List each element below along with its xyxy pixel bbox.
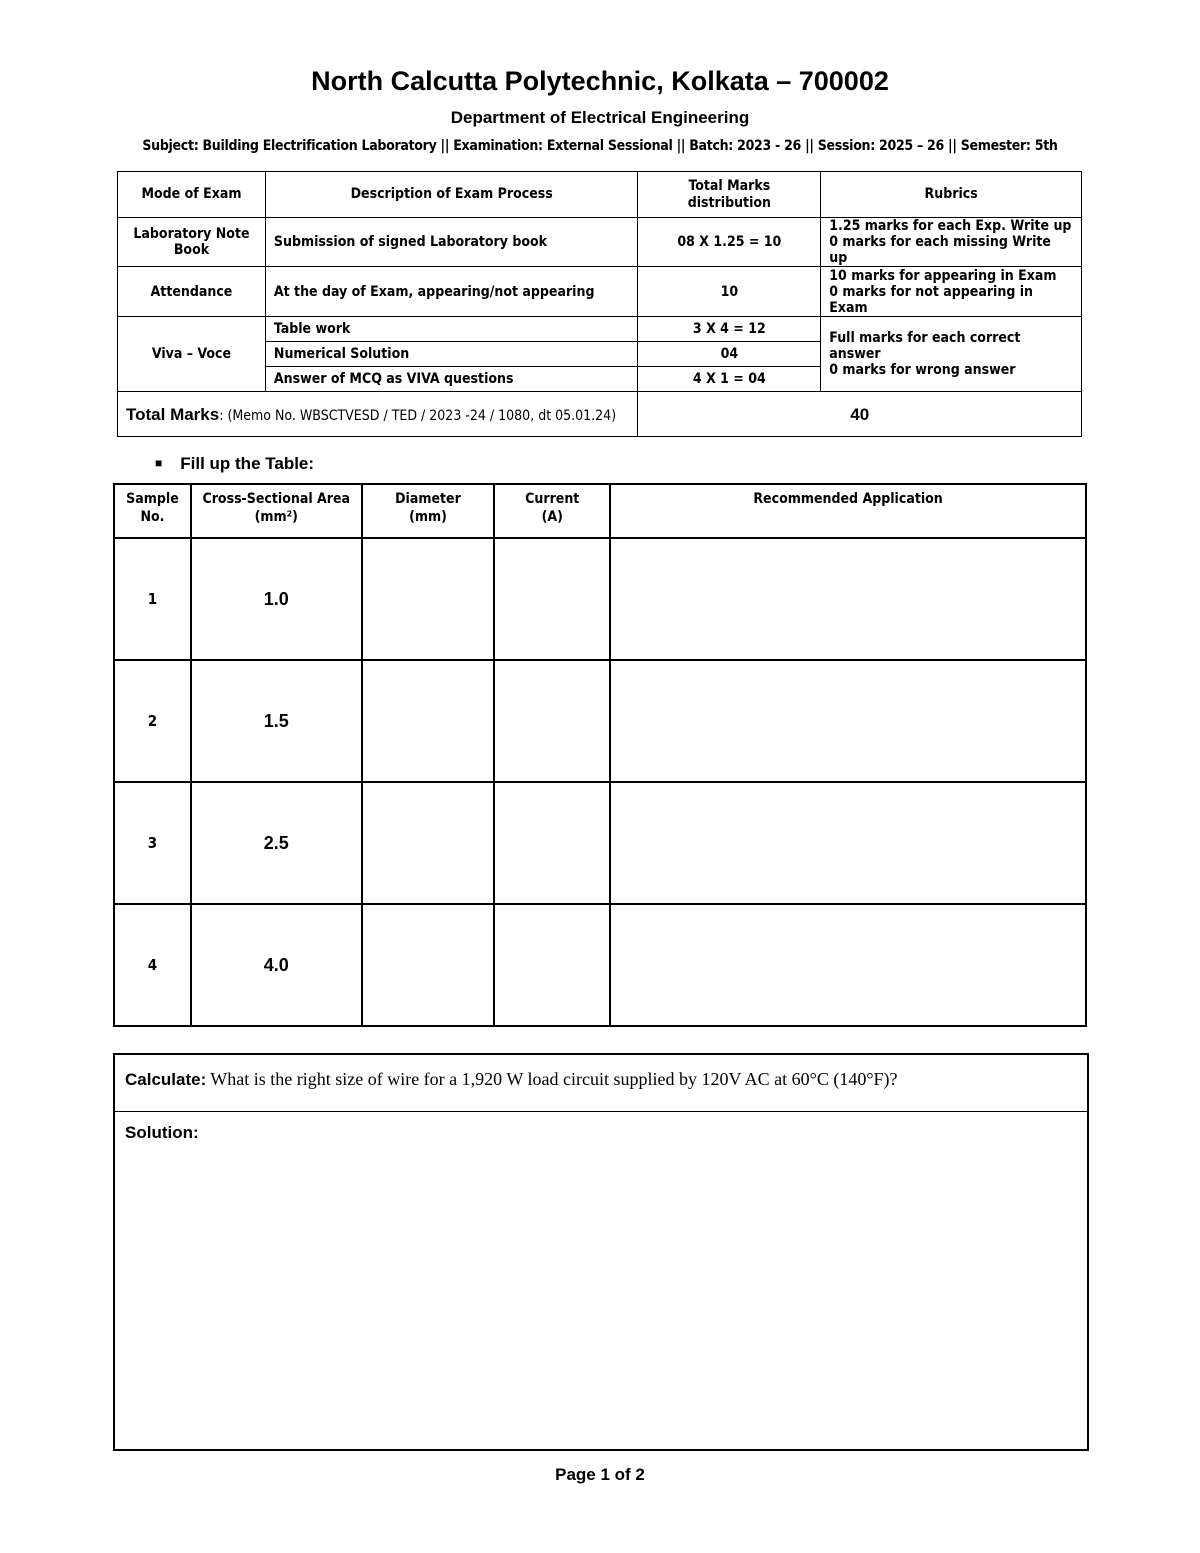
diameter-input-cell[interactable] — [362, 904, 495, 1026]
calculation-box — [113, 1053, 1089, 1451]
description-cell: At the day of Exam, appearing/not appearing — [265, 267, 638, 317]
sample-no-cell: 2 — [114, 660, 191, 782]
mode-cell: Viva – Voce — [118, 317, 266, 392]
marks-cell: 3 X 4 = 12 — [638, 317, 821, 342]
wire-size-table — [113, 483, 1087, 1027]
header-recommended-application: Recommended Application — [610, 484, 1086, 538]
header-label: No. — [140, 509, 165, 526]
mode-cell: Laboratory Note Book — [118, 218, 266, 267]
table-row — [114, 660, 1086, 782]
header-description: Description of Exam Process — [265, 172, 638, 218]
rubric-line: 0 marks for each missing Write up — [829, 234, 1051, 267]
header-label: (mm) — [409, 509, 447, 526]
description-cell: Answer of MCQ as VIVA questions — [265, 367, 638, 392]
solution-label: Solution: — [125, 1123, 199, 1142]
calculate-question: What is the right size of wire for a 1,920 W load circuit supplied by 120V AC at 60°C (140°F)? — [210, 1069, 898, 1089]
diameter-input-cell[interactable] — [362, 782, 495, 904]
table-row — [118, 218, 1082, 267]
marks-cell: 10 — [638, 267, 821, 317]
header-marks: Total Marks distribution — [638, 172, 821, 218]
header-label: (A) — [541, 509, 563, 526]
area-cell: 4.0 — [191, 904, 362, 1026]
sample-no-cell: 1 — [114, 538, 191, 660]
current-input-cell[interactable] — [494, 782, 610, 904]
rubric-line: Full marks for each correct answer — [829, 330, 1021, 363]
marks-cell: 08 X 1.25 = 10 — [638, 218, 821, 267]
table-row — [118, 267, 1082, 317]
bullet-icon: ■ — [155, 456, 163, 470]
rubric-cell — [821, 218, 1082, 267]
page-number: Page 1 of 2 — [555, 1465, 645, 1484]
application-input-cell[interactable] — [610, 904, 1086, 1026]
rubric-line: 1.25 marks for each Exp. Write up — [829, 218, 1072, 234]
table-row — [114, 538, 1086, 660]
calculate-label: Calculate: — [125, 1070, 207, 1089]
application-input-cell[interactable] — [610, 660, 1086, 782]
table-header-row — [114, 484, 1086, 538]
description-cell: Table work — [265, 317, 638, 342]
sample-no-cell: 4 — [114, 904, 191, 1026]
subject-line: Subject: Building Electrification Laboratory || Examination: External Sessional || Batch: 2023 - 26 || Session: 2025 – 26 || Semester: 5th — [142, 138, 1058, 154]
header-label: Sample — [126, 491, 179, 507]
current-input-cell[interactable] — [494, 660, 610, 782]
table-row — [118, 317, 1082, 342]
sample-no-cell: 3 — [114, 782, 191, 904]
rubric-line: 0 marks for wrong answer — [829, 362, 1016, 379]
rubric-cell — [821, 317, 1082, 392]
header-cross-sectional-area — [191, 484, 362, 538]
question-row — [115, 1055, 1087, 1112]
document-title: North Calcutta Polytechnic, Kolkata – 700002 — [311, 66, 889, 96]
marks-cell: 04 — [638, 342, 821, 367]
total-marks-cell — [118, 392, 638, 437]
description-cell: Submission of signed Laboratory book — [265, 218, 638, 267]
rubric-line: 10 marks for appearing in Exam — [829, 267, 1057, 284]
table-header-row — [118, 172, 1082, 218]
application-input-cell[interactable] — [610, 782, 1086, 904]
diameter-input-cell[interactable] — [362, 538, 495, 660]
fill-table-instruction — [155, 454, 314, 474]
header-label: Cross-Sectional Area — [202, 491, 351, 507]
rubric-line: 0 marks for not appearing in Exam — [829, 283, 1034, 316]
department-heading: Department of Electrical Engineering — [450, 108, 750, 127]
table-row — [114, 782, 1086, 904]
header-rubrics: Rubrics — [821, 172, 1082, 218]
marks-cell: 4 X 1 = 04 — [638, 367, 821, 392]
area-cell: 2.5 — [191, 782, 362, 904]
exam-table — [117, 171, 1082, 437]
header-label: (mm²) — [254, 509, 298, 526]
memo-reference: : (Memo No. WBSCTVESD / TED / 2023 -24 / 1080, dt 05.01.24) — [219, 407, 617, 424]
description-cell: Numerical Solution — [265, 342, 638, 367]
total-row — [118, 392, 1082, 437]
rubric-cell — [821, 267, 1082, 317]
current-input-cell[interactable] — [494, 538, 610, 660]
fill-table-label: Fill up the Table: — [180, 454, 315, 473]
header-label: Current — [525, 491, 580, 507]
table-row — [114, 904, 1086, 1026]
total-marks-label: Total Marks — [126, 404, 220, 424]
total-marks-value: 40 — [638, 392, 1082, 437]
area-cell: 1.0 — [191, 538, 362, 660]
application-input-cell[interactable] — [610, 538, 1086, 660]
header-current — [494, 484, 610, 538]
header-label: Diameter — [395, 491, 461, 507]
mode-cell: Attendance — [118, 267, 266, 317]
header-sample-no — [114, 484, 191, 538]
header-mode: Mode of Exam — [118, 172, 266, 218]
diameter-input-cell[interactable] — [362, 660, 495, 782]
header-diameter — [362, 484, 495, 538]
area-cell: 1.5 — [191, 660, 362, 782]
current-input-cell[interactable] — [494, 904, 610, 1026]
